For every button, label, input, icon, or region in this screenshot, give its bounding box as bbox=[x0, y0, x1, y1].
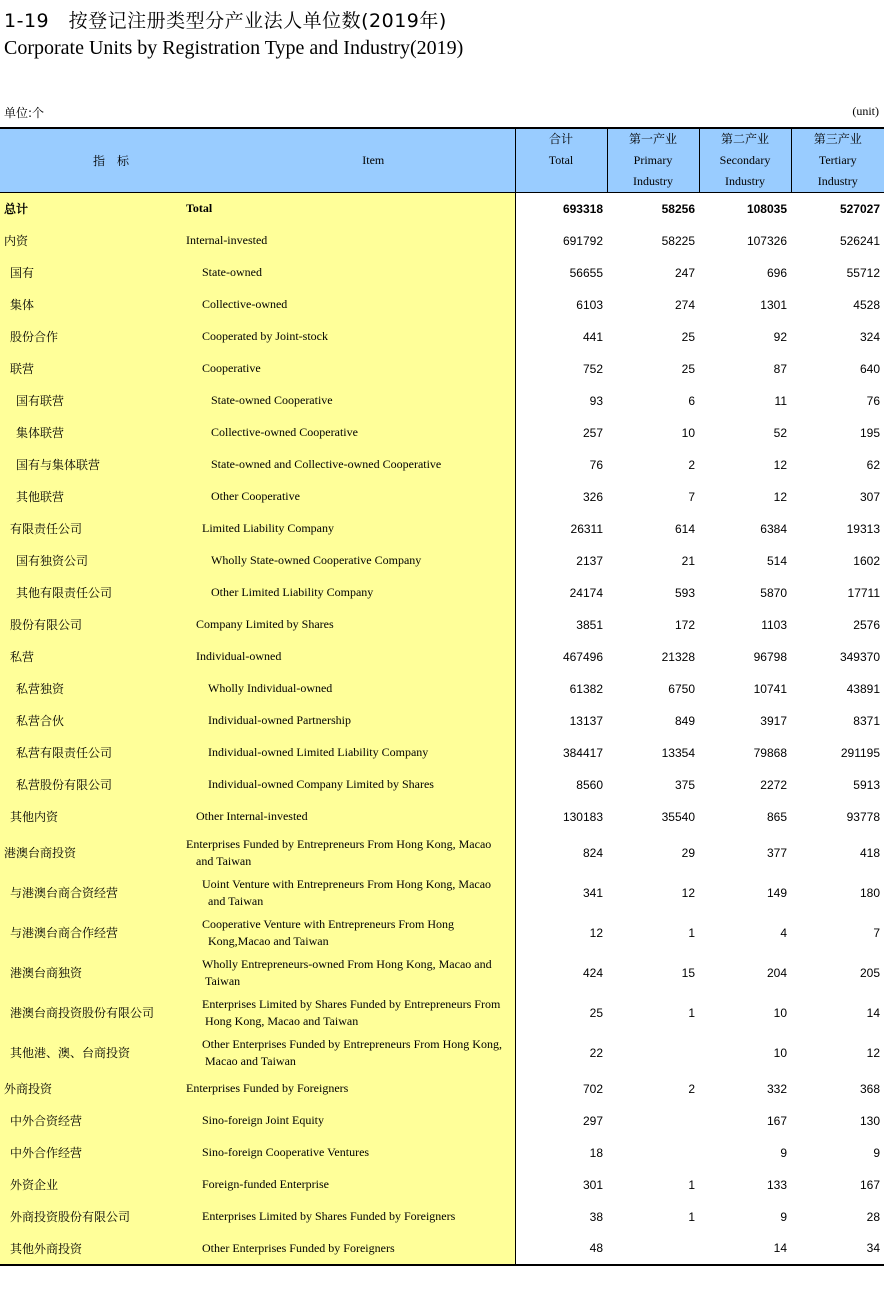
cell-secondary: 133 bbox=[766, 1177, 787, 1192]
corporate-units-table bbox=[0, 127, 884, 1266]
header-total bbox=[515, 128, 607, 193]
cell-total: 130183 bbox=[515, 801, 607, 833]
cell-total: 93 bbox=[515, 385, 607, 417]
cell-tertiary: 640 bbox=[859, 361, 880, 376]
row-label-cn: 中外合资经营 bbox=[0, 1105, 182, 1137]
cell-secondary: 108035 bbox=[746, 201, 787, 216]
cell-total: 326 bbox=[515, 481, 607, 513]
row-label-en: Cooperative bbox=[182, 353, 515, 385]
cell-tertiary: 43891 bbox=[846, 681, 880, 696]
cell-secondary: 52 bbox=[773, 425, 787, 440]
row-label-cn: 外商投资股份有限公司 bbox=[0, 1201, 182, 1233]
row-label-cn: 港澳台商投资股份有限公司 bbox=[0, 993, 182, 1033]
row-label-en: Other Enterprises Funded by Foreigners bbox=[182, 1233, 515, 1265]
header-primary bbox=[607, 128, 699, 193]
table-row bbox=[0, 801, 884, 833]
cell-primary: 2 bbox=[688, 1081, 695, 1096]
cell-secondary: 5870 bbox=[760, 585, 787, 600]
cell-primary bbox=[607, 1105, 699, 1137]
cell-primary: 6 bbox=[688, 393, 695, 408]
row-label-cn: 其他内资 bbox=[0, 801, 182, 833]
cell-secondary: 1103 bbox=[761, 617, 787, 632]
cell-primary: 2 bbox=[688, 457, 695, 472]
cell-secondary: 1301 bbox=[760, 297, 787, 312]
table-row bbox=[0, 225, 884, 257]
row-label-en: Collective-owned bbox=[182, 289, 515, 321]
cell-secondary: 149 bbox=[766, 885, 787, 900]
table-row bbox=[0, 953, 884, 993]
table-row bbox=[0, 1201, 884, 1233]
cell-primary: 6750 bbox=[668, 681, 695, 696]
table-row bbox=[0, 257, 884, 289]
row-label-cn: 私营合伙 bbox=[0, 705, 182, 737]
header-indicator: 指 标 bbox=[0, 128, 182, 193]
header-total-cn: 合计 bbox=[548, 132, 573, 146]
cell-tertiary: 130 bbox=[859, 1113, 880, 1128]
page-title-english: Corporate Units by Registration Type and Industry(2019) bbox=[4, 37, 464, 59]
header-total-en: Total bbox=[548, 153, 574, 167]
cell-tertiary: 5913 bbox=[853, 777, 880, 792]
cell-primary: 15 bbox=[681, 965, 695, 980]
cell-total: 702 bbox=[515, 1073, 607, 1105]
cell-tertiary: 9 bbox=[873, 1145, 880, 1160]
cell-secondary: 377 bbox=[766, 845, 787, 860]
table-row bbox=[0, 193, 884, 225]
page-title-chinese: 1-19 按登记注册类型分产业法人单位数(2019年) bbox=[4, 10, 447, 32]
header-tertiary-en1: Tertiary bbox=[818, 153, 857, 167]
cell-tertiary: 205 bbox=[859, 965, 880, 980]
unit-label-english: (unit) bbox=[852, 104, 879, 118]
table-row bbox=[0, 737, 884, 769]
cell-tertiary: 8371 bbox=[853, 713, 880, 728]
cell-tertiary: 1602 bbox=[853, 553, 880, 568]
row-label-cn: 港澳台商投资 bbox=[0, 833, 182, 873]
cell-total: 341 bbox=[515, 873, 607, 913]
table-header bbox=[0, 128, 884, 193]
cell-tertiary: 55712 bbox=[846, 265, 880, 280]
row-label-cn: 私营 bbox=[0, 641, 182, 673]
row-label-en: Individual-owned Partnership bbox=[182, 705, 515, 737]
row-label-cn: 港澳台商独资 bbox=[0, 953, 182, 993]
cell-primary: 1 bbox=[688, 1005, 695, 1020]
row-label-en: Company Limited by Shares bbox=[182, 609, 515, 641]
row-label-cn: 其他联营 bbox=[0, 481, 182, 513]
row-label-en: Uoint Venture with Entrepreneurs From Hong Kong, Macao and Taiwan bbox=[182, 873, 515, 913]
cell-tertiary: 527027 bbox=[839, 201, 880, 216]
cell-total: 18 bbox=[515, 1137, 607, 1169]
row-label-en: Cooperative Venture with Entrepreneurs From Hong Kong,Macao and Taiwan bbox=[182, 913, 515, 953]
cell-total: 691792 bbox=[515, 225, 607, 257]
cell-tertiary: 291195 bbox=[840, 745, 880, 760]
cell-tertiary: 307 bbox=[859, 489, 880, 504]
cell-tertiary: 93778 bbox=[846, 809, 880, 824]
cell-total: 25 bbox=[515, 993, 607, 1033]
cell-total: 61382 bbox=[515, 673, 607, 705]
cell-secondary: 332 bbox=[766, 1081, 787, 1096]
table-row bbox=[0, 641, 884, 673]
cell-primary: 21328 bbox=[661, 649, 695, 664]
cell-total: 13137 bbox=[515, 705, 607, 737]
cell-total: 2137 bbox=[515, 545, 607, 577]
row-label-cn: 集体 bbox=[0, 289, 182, 321]
cell-total: 752 bbox=[515, 353, 607, 385]
row-label-cn: 私营独资 bbox=[0, 673, 182, 705]
cell-tertiary: 324 bbox=[859, 329, 880, 344]
cell-total: 26311 bbox=[515, 513, 607, 545]
cell-total: 48 bbox=[515, 1233, 607, 1265]
cell-primary: 375 bbox=[674, 777, 695, 792]
cell-total: 56655 bbox=[515, 257, 607, 289]
row-label-cn: 国有与集体联营 bbox=[0, 449, 182, 481]
cell-secondary: 87 bbox=[773, 361, 787, 376]
table-row bbox=[0, 1233, 884, 1265]
cell-total: 467496 bbox=[515, 641, 607, 673]
row-label-cn: 总计 bbox=[0, 193, 182, 225]
row-label-en: Foreign-funded Enterprise bbox=[182, 1169, 515, 1201]
cell-primary: 35540 bbox=[661, 809, 695, 824]
row-label-en: Sino-foreign Cooperative Ventures bbox=[182, 1137, 515, 1169]
cell-tertiary: 2576 bbox=[853, 617, 880, 632]
table-row bbox=[0, 873, 884, 913]
table-row bbox=[0, 481, 884, 513]
cell-primary: 25 bbox=[681, 361, 695, 376]
cell-total: 8560 bbox=[515, 769, 607, 801]
cell-tertiary: 180 bbox=[859, 885, 880, 900]
row-label-en: State-owned Cooperative bbox=[182, 385, 515, 417]
cell-secondary: 865 bbox=[766, 809, 787, 824]
cell-secondary: 514 bbox=[766, 553, 787, 568]
table-row bbox=[0, 705, 884, 737]
table-row bbox=[0, 353, 884, 385]
cell-total: 22 bbox=[515, 1033, 607, 1073]
header-tertiary-en2: Industry bbox=[817, 174, 858, 188]
row-label-cn: 外资企业 bbox=[0, 1169, 182, 1201]
cell-tertiary: 167 bbox=[859, 1177, 880, 1192]
cell-tertiary: 14 bbox=[866, 1005, 880, 1020]
cell-total: 693318 bbox=[515, 193, 607, 225]
cell-tertiary: 12 bbox=[866, 1045, 880, 1060]
cell-secondary: 9 bbox=[780, 1145, 787, 1160]
cell-total: 301 bbox=[515, 1169, 607, 1201]
row-label-cn: 与港澳台商合资经营 bbox=[0, 873, 182, 913]
row-label-en: Limited Liability Company bbox=[182, 513, 515, 545]
row-label-cn: 国有 bbox=[0, 257, 182, 289]
cell-tertiary: 418 bbox=[859, 845, 880, 860]
cell-tertiary: 349370 bbox=[839, 649, 880, 664]
cell-tertiary: 17711 bbox=[847, 585, 880, 600]
row-label-cn: 其他港、澳、台商投资 bbox=[0, 1033, 182, 1073]
table-row bbox=[0, 513, 884, 545]
table-row bbox=[0, 385, 884, 417]
row-label-en: State-owned and Collective-owned Cooperative bbox=[182, 449, 515, 481]
cell-tertiary: 62 bbox=[866, 457, 880, 472]
row-label-en: Enterprises Funded by Foreigners bbox=[182, 1073, 515, 1105]
cell-secondary: 10 bbox=[773, 1045, 787, 1060]
table-row bbox=[0, 417, 884, 449]
table-body bbox=[0, 193, 884, 1265]
cell-primary: 7 bbox=[688, 489, 695, 504]
cell-primary: 247 bbox=[674, 265, 695, 280]
cell-primary: 849 bbox=[674, 713, 695, 728]
cell-tertiary: 368 bbox=[859, 1081, 880, 1096]
row-label-en: Enterprises Funded by Entrepreneurs From Hong Kong, Macao and Taiwan bbox=[182, 833, 515, 873]
cell-secondary: 10741 bbox=[753, 681, 787, 696]
row-label-cn: 集体联营 bbox=[0, 417, 182, 449]
row-label-cn: 私营有限责任公司 bbox=[0, 737, 182, 769]
row-label-cn: 国有独资公司 bbox=[0, 545, 182, 577]
cell-primary: 593 bbox=[674, 585, 695, 600]
row-label-en: Other Limited Liability Company bbox=[182, 577, 515, 609]
cell-total: 6103 bbox=[515, 289, 607, 321]
cell-secondary: 4 bbox=[780, 925, 787, 940]
cell-secondary: 14 bbox=[699, 1233, 791, 1265]
cell-tertiary: 34 bbox=[791, 1233, 884, 1265]
table-row bbox=[0, 1137, 884, 1169]
cell-tertiary: 76 bbox=[866, 393, 880, 408]
cell-secondary: 6384 bbox=[760, 521, 787, 536]
row-label-en: Wholly State-owned Cooperative Company bbox=[182, 545, 515, 577]
cell-primary: 614 bbox=[674, 521, 695, 536]
header-secondary bbox=[699, 128, 791, 193]
cell-total: 38 bbox=[515, 1201, 607, 1233]
cell-secondary: 96798 bbox=[753, 649, 787, 664]
cell-tertiary: 195 bbox=[859, 425, 880, 440]
cell-tertiary: 4528 bbox=[853, 297, 880, 312]
cell-tertiary: 7 bbox=[873, 925, 880, 940]
cell-secondary: 167 bbox=[766, 1113, 787, 1128]
row-label-en: Individual-owned Limited Liability Company bbox=[182, 737, 515, 769]
header-tertiary bbox=[791, 128, 884, 193]
cell-secondary: 11 bbox=[774, 393, 787, 408]
header-secondary-en2: Industry bbox=[725, 174, 765, 188]
row-label-en: State-owned bbox=[182, 257, 515, 289]
cell-primary: 58225 bbox=[661, 233, 695, 248]
cell-tertiary: 28 bbox=[866, 1209, 880, 1224]
row-label-en: Individual-owned Company Limited by Shares bbox=[182, 769, 515, 801]
cell-primary: 1 bbox=[688, 1209, 695, 1224]
cell-total: 384417 bbox=[515, 737, 607, 769]
cell-tertiary: 19313 bbox=[846, 521, 880, 536]
header-primary-en1: Primary bbox=[633, 153, 673, 167]
cell-secondary: 9 bbox=[780, 1209, 787, 1224]
cell-secondary: 10 bbox=[773, 1005, 787, 1020]
table-row bbox=[0, 1169, 884, 1201]
cell-total: 24174 bbox=[515, 577, 607, 609]
cell-total: 424 bbox=[515, 953, 607, 993]
cell-primary: 58256 bbox=[661, 201, 695, 216]
row-label-en: Total bbox=[182, 193, 515, 225]
row-label-cn: 联营 bbox=[0, 353, 182, 385]
cell-total: 3851 bbox=[515, 609, 607, 641]
cell-primary bbox=[607, 1233, 699, 1265]
cell-primary bbox=[607, 1033, 699, 1073]
table-row bbox=[0, 577, 884, 609]
table-row bbox=[0, 769, 884, 801]
cell-primary: 25 bbox=[681, 329, 695, 344]
table-row bbox=[0, 1105, 884, 1137]
cell-secondary: 3917 bbox=[760, 713, 787, 728]
cell-primary: 12 bbox=[681, 885, 695, 900]
cell-tertiary: 526241 bbox=[839, 233, 880, 248]
row-label-en: Other Cooperative bbox=[182, 481, 515, 513]
row-label-cn: 与港澳台商合作经营 bbox=[0, 913, 182, 953]
cell-primary bbox=[607, 1137, 699, 1169]
row-label-en: Other Internal-invested bbox=[182, 801, 515, 833]
table-row bbox=[0, 993, 884, 1033]
row-label-en: Other Enterprises Funded by Entrepreneurs From Hong Kong, Macao and Taiwan bbox=[182, 1033, 515, 1073]
cell-primary: 1 bbox=[688, 925, 695, 940]
table-row bbox=[0, 545, 884, 577]
cell-total: 824 bbox=[515, 833, 607, 873]
row-label-en: Wholly Entrepreneurs-owned From Hong Kong, Macao and Taiwan bbox=[182, 953, 515, 993]
cell-primary: 13354 bbox=[661, 745, 695, 760]
table-row bbox=[0, 913, 884, 953]
cell-secondary: 92 bbox=[773, 329, 787, 344]
row-label-en: Wholly Individual-owned bbox=[182, 673, 515, 705]
data-table-container bbox=[0, 127, 884, 1266]
table-row bbox=[0, 449, 884, 481]
table-row bbox=[0, 321, 884, 353]
cell-primary: 274 bbox=[674, 297, 695, 312]
row-label-en: Sino-foreign Joint Equity bbox=[182, 1105, 515, 1137]
row-label-en: Internal-invested bbox=[182, 225, 515, 257]
row-label-cn: 私营股份有限公司 bbox=[0, 769, 182, 801]
cell-total: 76 bbox=[515, 449, 607, 481]
row-label-en: Cooperated by Joint-stock bbox=[182, 321, 515, 353]
header-secondary-cn: 第二产业 bbox=[720, 132, 769, 146]
row-label-en: Collective-owned Cooperative bbox=[182, 417, 515, 449]
cell-total: 297 bbox=[515, 1105, 607, 1137]
row-label-cn: 股份合作 bbox=[0, 321, 182, 353]
table-row bbox=[0, 289, 884, 321]
table-row bbox=[0, 609, 884, 641]
cell-primary: 29 bbox=[681, 845, 695, 860]
cell-primary: 172 bbox=[674, 617, 695, 632]
header-primary-en2: Industry bbox=[633, 174, 673, 188]
cell-secondary: 204 bbox=[766, 965, 787, 980]
row-label-cn: 其他有限责任公司 bbox=[0, 577, 182, 609]
row-label-cn: 中外合作经营 bbox=[0, 1137, 182, 1169]
cell-total: 257 bbox=[515, 417, 607, 449]
table-row bbox=[0, 833, 884, 873]
cell-secondary: 2272 bbox=[760, 777, 787, 792]
cell-total: 441 bbox=[515, 321, 607, 353]
unit-label-chinese: 单位:个 bbox=[4, 106, 45, 120]
cell-total: 12 bbox=[515, 913, 607, 953]
row-label-cn: 有限责任公司 bbox=[0, 513, 182, 545]
cell-secondary: 79868 bbox=[753, 745, 787, 760]
row-label-cn: 国有联营 bbox=[0, 385, 182, 417]
cell-secondary: 12 bbox=[773, 489, 787, 504]
header-secondary-en1: Secondary bbox=[719, 153, 771, 167]
header-primary-cn: 第一产业 bbox=[628, 132, 677, 146]
header-tertiary-cn: 第三产业 bbox=[813, 132, 862, 146]
row-label-cn: 股份有限公司 bbox=[0, 609, 182, 641]
table-row bbox=[0, 673, 884, 705]
cell-secondary: 107326 bbox=[746, 233, 787, 248]
row-label-en: Enterprises Limited by Shares Funded by Foreigners bbox=[182, 1201, 515, 1233]
row-label-en: Individual-owned bbox=[182, 641, 515, 673]
cell-secondary: 696 bbox=[766, 265, 787, 280]
cell-primary: 21 bbox=[681, 553, 695, 568]
row-label-cn: 其他外商投资 bbox=[0, 1233, 182, 1265]
cell-secondary: 12 bbox=[773, 457, 787, 472]
header-item: Item bbox=[182, 128, 515, 193]
row-label-en: Enterprises Limited by Shares Funded by Entrepreneurs From Hong Kong, Macao and Taiwan bbox=[182, 993, 515, 1033]
table-row bbox=[0, 1033, 884, 1073]
cell-primary: 10 bbox=[681, 425, 695, 440]
cell-primary: 1 bbox=[688, 1177, 695, 1192]
row-label-cn: 内资 bbox=[0, 225, 182, 257]
row-label-cn: 外商投资 bbox=[0, 1073, 182, 1105]
table-row bbox=[0, 1073, 884, 1105]
